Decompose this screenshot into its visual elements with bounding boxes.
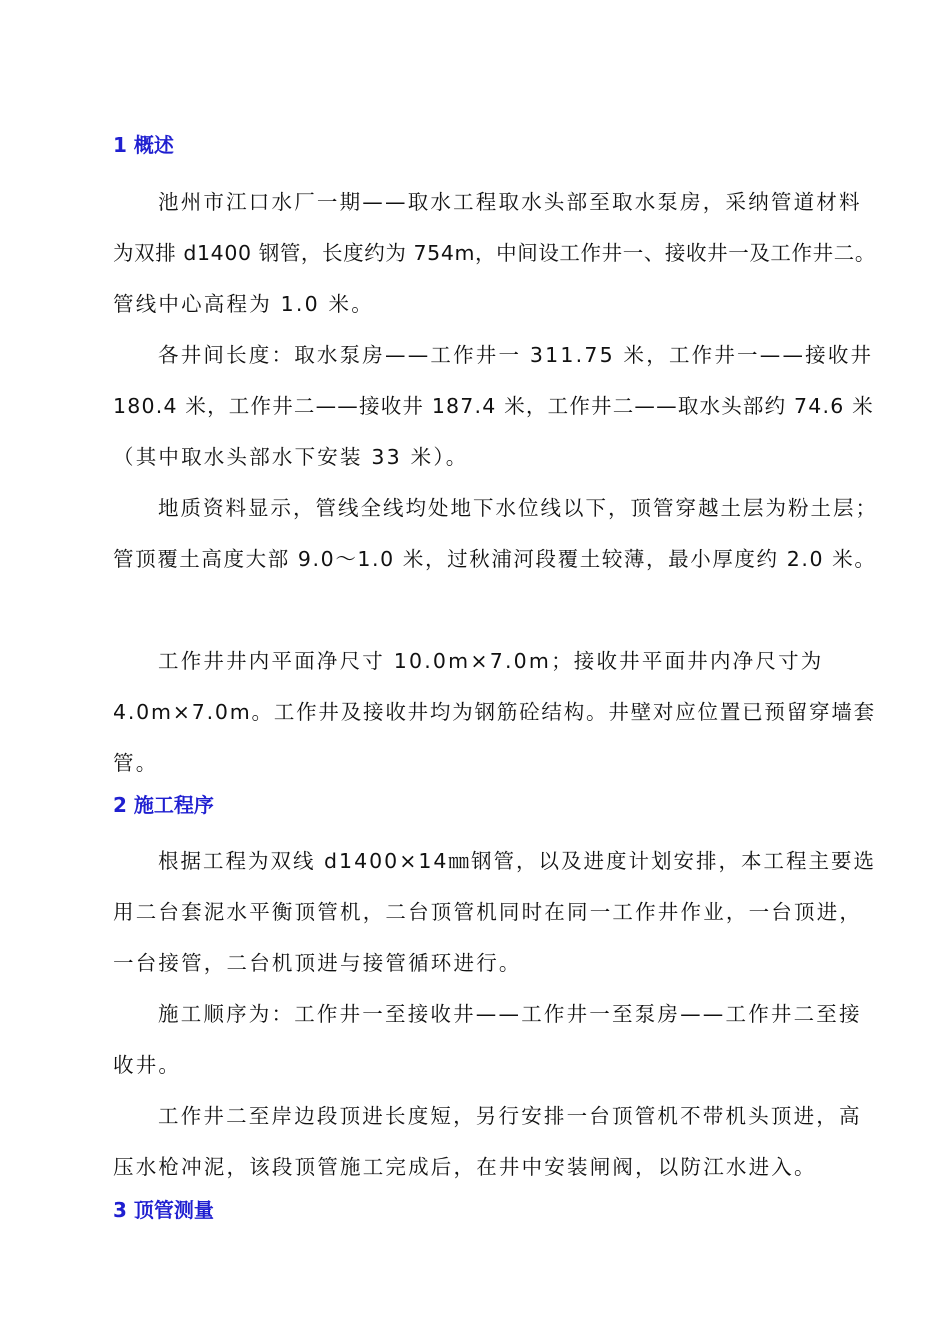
section-heading-pipe-jacking-survey: 3 顶管测量	[113, 1198, 214, 1222]
text-line: 压水枪冲泥，该段顶管施工完成后，在井中安装闸阀，以防江水进入。	[113, 1155, 817, 1179]
text-line: 各井间长度：取水泵房——工作井一 311.75 米，工作井一——接收井	[158, 343, 874, 367]
text-line: 180.4 米，工作井二——接收井 187.4 米，工作井二——取水头部约 74.6 米	[113, 394, 874, 418]
section-heading-overview: 1 概述	[113, 133, 174, 157]
text-line: 管线中心高程为 1.0 米。	[113, 292, 374, 316]
text-line: 用二台套泥水平衡顶管机，二台顶管机同时在同一工作井作业，一台顶进，	[113, 900, 863, 924]
text-line: 为双排 d1400 钢管，长度约为 754m，中间设工作井一、接收井一及工作井二。	[113, 241, 876, 265]
text-line: 根据工程为双线 d1400×14㎜钢管，以及进度计划安排，本工程主要选	[158, 849, 876, 873]
text-line: 收井。	[113, 1053, 182, 1077]
text-line: 4.0m×7.0m。工作井及接收井均为钢筋砼结构。井壁对应位置已预留穿墙套	[113, 700, 876, 724]
text-line: 地质资料显示，管线全线均处地下水位线以下，顶管穿越土层为粉土层；	[158, 496, 878, 520]
text-line: 管。	[113, 751, 159, 775]
section-heading-construction-procedure: 2 施工程序	[113, 793, 214, 817]
text-line: （其中取水头部水下安装 33 米）。	[113, 445, 469, 469]
text-line: 工作井井内平面净尺寸 10.0m×7.0m；接收井平面井内净尺寸为	[158, 649, 824, 673]
text-line: 工作井二至岸边段顶进长度短，另行安排一台顶管机不带机头顶进，高	[158, 1104, 862, 1128]
text-line: 管顶覆土高度大部 9.0～1.0 米，过秋浦河段覆土较薄，最小厚度约 2.0 米。	[113, 547, 877, 571]
text-line: 池州市江口水厂一期——取水工程取水头部至取水泵房，采纳管道材料	[158, 190, 862, 214]
text-line: 一台接管，二台机顶进与接管循环进行。	[113, 951, 522, 975]
text-line: 施工顺序为：工作井一至接收井——工作井一至泵房——工作井二至接	[158, 1002, 862, 1026]
